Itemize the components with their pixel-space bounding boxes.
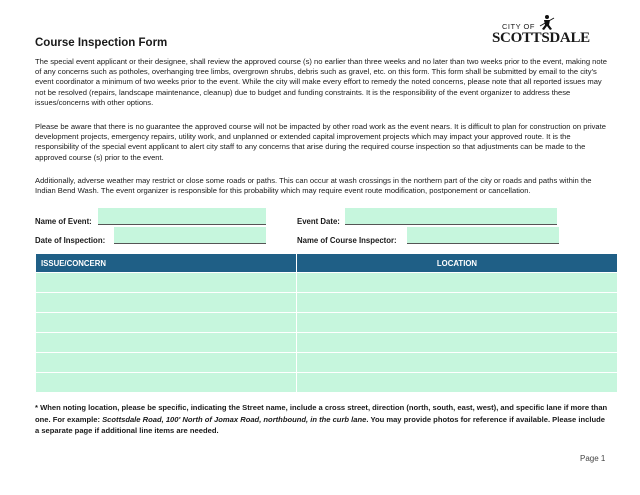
rider-icon xyxy=(538,14,556,34)
field-row-2 xyxy=(35,227,607,243)
location-note xyxy=(35,402,610,437)
note-text-start: * When noting location, please be specific, indicating the Street name, include a cross street, direction (north, south, east, west), and specific lane if more than one. For example: xyxy=(35,403,608,424)
disclaimer-paragraph: Please be aware that there is no guarantee the approved course will not be impacted by other road work as the event nears. It is difficult to plan for construction on private development projects, emergency repairs, utility work, and unplanned or extended capital improvement projects which may impact your approved route. It is the responsibility of the special event applicant to alert city staff to any concerns that arise during the required course inspection so that adjustments can be made to the approved course (s) prior to the event. xyxy=(35,122,606,162)
page-number: Page 1 xyxy=(580,454,606,463)
issue-cell[interactable] xyxy=(36,353,297,373)
table-row xyxy=(36,313,618,333)
issue-cell[interactable] xyxy=(36,373,297,393)
event-name-label: Name of Event: xyxy=(35,217,92,226)
table-header-row xyxy=(36,254,618,273)
table-row xyxy=(36,293,618,313)
form-title: Course Inspection Form xyxy=(35,37,168,49)
note-example: Scottsdale Road, 100' North of Jomax Road, northbound, in the curb lane xyxy=(102,414,367,424)
table-row xyxy=(36,373,618,393)
note-text-end: . You may provide photos for reference if available. Please include a separate page if additional line items are needed. xyxy=(35,414,605,436)
event-date-field[interactable] xyxy=(345,208,557,225)
inspector-name-label: Name of Course Inspector: xyxy=(297,236,397,245)
location-header: LOCATION xyxy=(297,254,618,273)
issue-cell[interactable] xyxy=(36,313,297,333)
location-cell[interactable] xyxy=(297,273,618,293)
issue-concern-header: ISSUE/CONCERN xyxy=(36,254,297,273)
location-cell[interactable] xyxy=(297,293,618,313)
issue-cell[interactable] xyxy=(36,293,297,313)
issue-cell[interactable] xyxy=(36,333,297,353)
weather-paragraph: Additionally, adverse weather may restrict or close some roads or paths. This can occur at wash crossings in the northern part of the city or roads and paths within the Indian Bend Wash. The event organizer is responsible for this probability which may require event route modification, postponement or cancellation. xyxy=(35,176,592,196)
intro-paragraph: The special event applicant or their designee, shall review the approved course (s) no earlier than three weeks and no later than two weeks prior to the event, making note of any concerns such as potholes, overhanging tree limbs, overgrown shrubs, debris such as gravel, etc. on this form. This form shall be submitted by email to the city's event coordinator a minimum of two weeks prior to the event. While the city will make every effort to remedy the noted concerns, please note that all reported issues may not be resolved (repairs, landscape maintenance, cleanup) due to budget and funding constraints. It is the responsibility of the event organizer to address these issues/concerns with other options. xyxy=(35,57,607,107)
inspection-date-label: Date of Inspection: xyxy=(35,236,106,245)
logo-name: SCOTTSDALE xyxy=(492,30,590,46)
issue-cell[interactable] xyxy=(36,273,297,293)
event-name-field[interactable] xyxy=(98,208,266,225)
inspection-table xyxy=(35,253,618,393)
location-cell[interactable] xyxy=(297,353,618,373)
city-logo xyxy=(490,14,590,48)
table-row xyxy=(36,273,618,293)
location-cell[interactable] xyxy=(297,333,618,353)
event-date-label: Event Date: xyxy=(297,217,340,226)
inspector-name-field[interactable] xyxy=(407,227,559,244)
logo-city-of: CITY OF xyxy=(502,22,535,31)
inspection-date-field[interactable] xyxy=(114,227,266,244)
location-cell[interactable] xyxy=(297,373,618,393)
field-row-1 xyxy=(35,208,607,224)
table-row xyxy=(36,353,618,373)
location-cell[interactable] xyxy=(297,313,618,333)
table-row xyxy=(36,333,618,353)
